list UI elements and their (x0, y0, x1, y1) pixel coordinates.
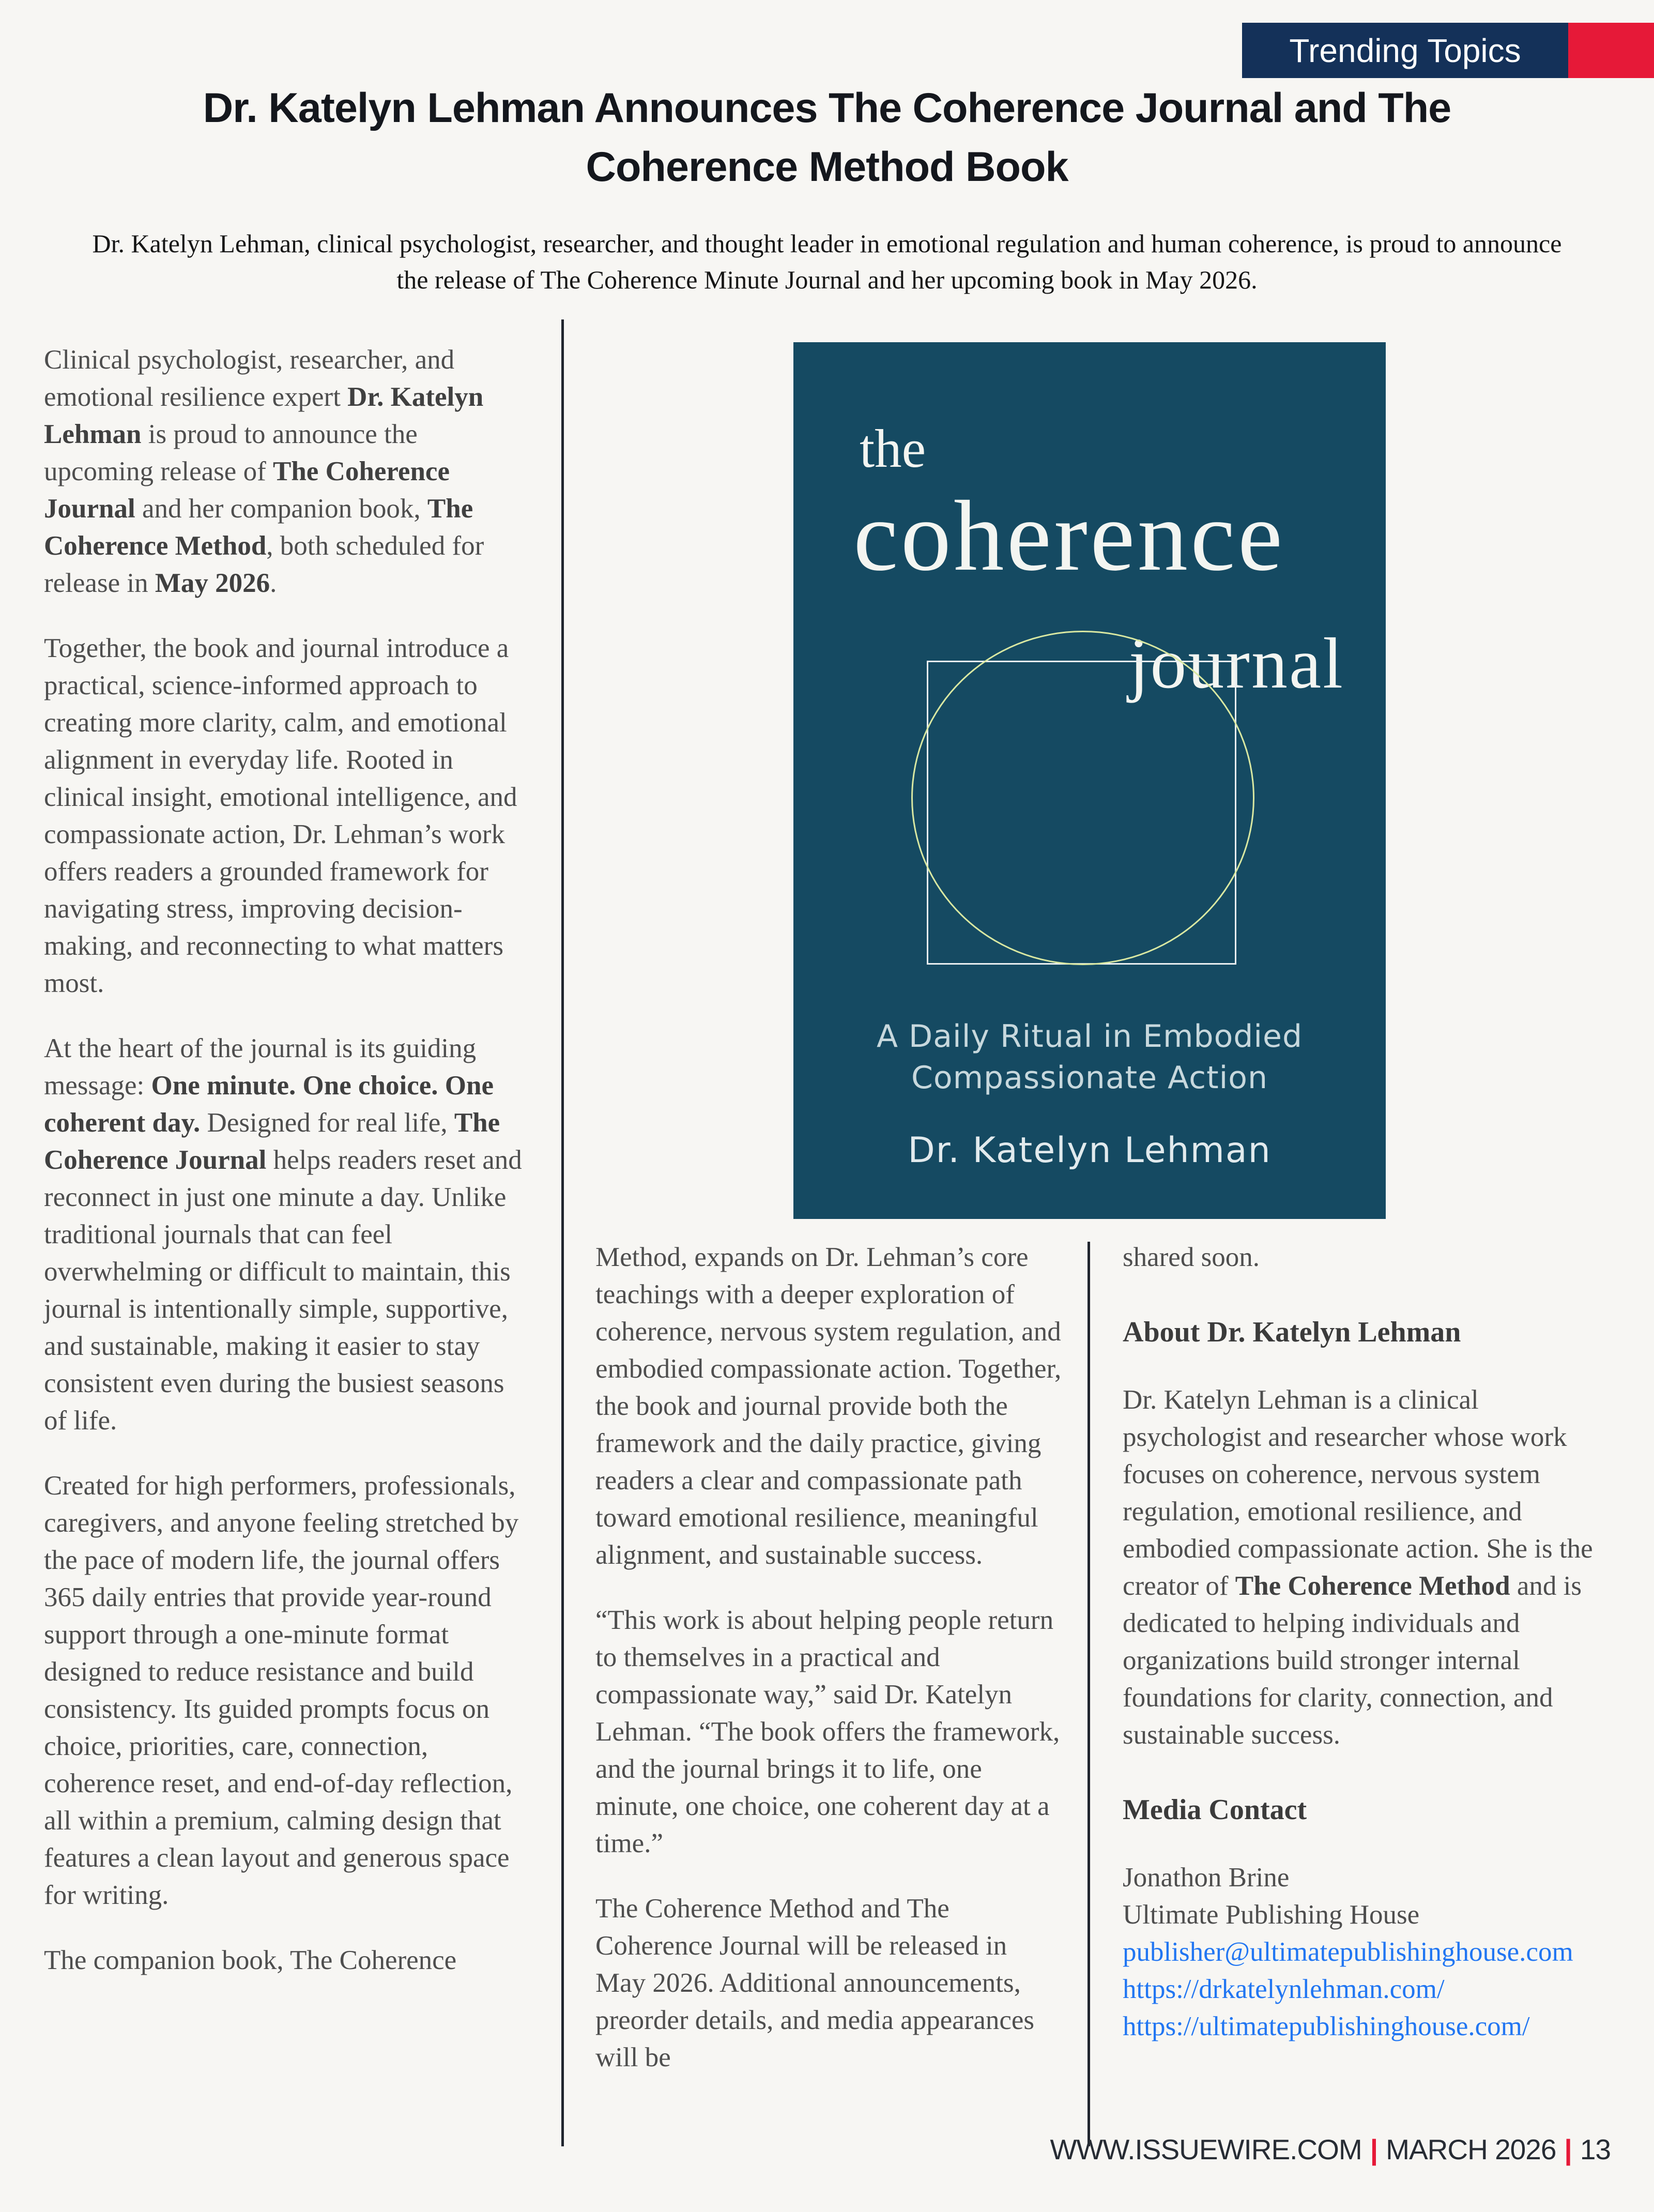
text-run: Method, expands on Dr. Lehman’s core teachings with a deeper exploration of coherence, nervous system regulation, and embodied compassionate action. Together, the book and journal provide both the framework and the daily practice, giving readers a clear and compassionate path toward emotional resilience, meaningful alignment, and sustainable success. (595, 1242, 1062, 1570)
text-run: Designed for real life, (200, 1108, 454, 1138)
cover-title-journal: journal (1128, 623, 1344, 704)
bold-text: The Coherence Method (1235, 1571, 1510, 1601)
section-heading: Media Contact (1123, 1794, 1307, 1826)
text-run: Ultimate Publishing House (1123, 1900, 1420, 1930)
paragraph (595, 1890, 1063, 2076)
contact-block (1123, 1859, 1613, 2045)
paragraph (595, 1601, 1063, 1862)
contact-line (1123, 1933, 1613, 1971)
paragraph (1123, 1239, 1613, 1276)
badge-red-accent (1568, 23, 1654, 78)
footer-page-number: 13 (1580, 2133, 1611, 2165)
text-run: Jonathon Brine (1123, 1863, 1290, 1893)
text-run: , both scheduled for release in (44, 531, 484, 598)
footer-date: MARCH 2026 (1386, 2133, 1556, 2165)
bold-text: The Coherence Journal (44, 456, 450, 524)
text-run: The companion book, The Coherence (44, 1945, 457, 1975)
bold-text: The Coherence Journal (44, 1108, 500, 1175)
paragraph (595, 1239, 1063, 1574)
link[interactable]: https://ultimatepublishinghouse.com/ (1123, 2011, 1530, 2041)
footer-separator: | (1564, 2133, 1572, 2165)
trending-topics-badge: Trending Topics (1242, 23, 1568, 78)
text-run: shared soon. (1123, 1242, 1260, 1272)
cover-tagline-line1: A Daily Ritual in Embodied (876, 1018, 1303, 1055)
cover-title-the: the (860, 418, 926, 479)
right-column (1123, 1239, 1613, 2045)
section-heading: About Dr. Katelyn Lehman (1123, 1316, 1461, 1348)
paragraph (44, 1030, 530, 1439)
contact-line (1123, 1971, 1613, 2008)
footer-site: WWW.ISSUEWIRE.COM (1050, 2133, 1362, 2165)
contact-line (1123, 1859, 1613, 1896)
subtitle: Dr. Katelyn Lehman, clinical psychologist, researcher, and thought leader in emotional regulation and human coherence, is proud to announce the release of The Coherence Minute Journal and her upcoming book in May 2026. (92, 229, 1562, 294)
text-run: “This work is about helping people return to themselves in a practical and compassionate way,” said Dr. Katelyn Lehman. “The book offers the framework, and the journal brings it to life, one minute, one choice, one coherent day at a time.” (595, 1605, 1060, 1858)
bold-text: One minute. One choice. One coherent day. (44, 1071, 494, 1138)
paragraph (44, 341, 530, 602)
text-run: Together, the book and journal introduce a practical, science-informed approach to creating more clarity, calm, and emotional alignment in everyday life. Rooted in clinical insight, emotional intelligence, and compassionate action, Dr. Lehman’s work offers readers a grounded framework for navigating stress, improving decision-making, and reconnecting to what matters most. (44, 633, 517, 998)
text-run: At the heart of the journal is its guiding message: (44, 1033, 477, 1101)
cover-title-coherence: coherence (853, 480, 1285, 592)
text-run: is proud to announce the upcoming release of (44, 419, 418, 486)
text-run: and her companion book, (135, 494, 427, 524)
link[interactable]: publisher@ultimatepublishinghouse.com (1123, 1937, 1573, 1967)
paragraph (1123, 1381, 1613, 1753)
text-run: . (270, 568, 277, 598)
text-run: Dr. Katelyn Lehman is a clinical psychologist and researcher whose work focuses on coherence, nervous system regulation, emotional resilience, and embodied compassionate action. She is the creator of (1123, 1385, 1593, 1601)
left-column (44, 341, 530, 2007)
text-run: and is dedicated to helping individuals and organizations build stronger internal foundations for clarity, connection, and sustainable success. (1123, 1571, 1582, 1750)
link[interactable]: https://drkatelynlehman.com/ (1123, 1974, 1445, 2004)
middle-column (595, 1239, 1063, 2104)
contact-line (1123, 2008, 1613, 2045)
page-footer (1050, 2133, 1611, 2166)
text-run: helps readers reset and reconnect in just one minute a day. Unlike traditional journals that can feel overwhelming or difficult to maintain, this journal is intentionally simple, supportive, and sustainable, making it easier to stay consistent even during the busiest seasons of life. (44, 1145, 522, 1436)
bold-text: The Coherence Method (44, 494, 473, 561)
page-title: Dr. Katelyn Lehman Announces The Coherence Journal and The Coherence Method Book (203, 85, 1451, 190)
cover-tagline (831, 1016, 1348, 1099)
paragraph (44, 1942, 530, 1979)
text-run: The Coherence Method and The Coherence Journal will be released in May 2026. Additional announcements, preorder details, and media appearances will be (595, 1894, 1035, 2072)
text-run: Clinical psychologist, researcher, and emotional resilience expert (44, 345, 455, 412)
cover-circle-graphic (911, 631, 1254, 965)
cover-tagline-line2: Compassionate Action (911, 1060, 1268, 1096)
bold-text: May 2026 (155, 568, 270, 598)
contact-line (1123, 1896, 1613, 1933)
column-divider-left (561, 319, 564, 2146)
paragraph (44, 630, 530, 1002)
footer-separator: | (1370, 2133, 1378, 2165)
text-run: Created for high performers, professionals, caregivers, and anyone feeling stretched by the pace of modern life, the journal offers 365 daily entries that provide year-round support through a one-minute format designed to reduce resistance and build consistency. Its guided prompts focus on choice, priorities, care, connection, coherence reset, and end-of-day reflection, all within a premium, calming design that features a clean layout and generous space for writing. (44, 1471, 519, 1910)
bold-text: Dr. Katelyn Lehman (44, 382, 484, 449)
paragraph (44, 1467, 530, 1914)
cover-author: Dr. Katelyn Lehman (908, 1130, 1272, 1171)
book-cover-image (793, 342, 1386, 1219)
column-divider-right (1088, 1242, 1090, 2146)
